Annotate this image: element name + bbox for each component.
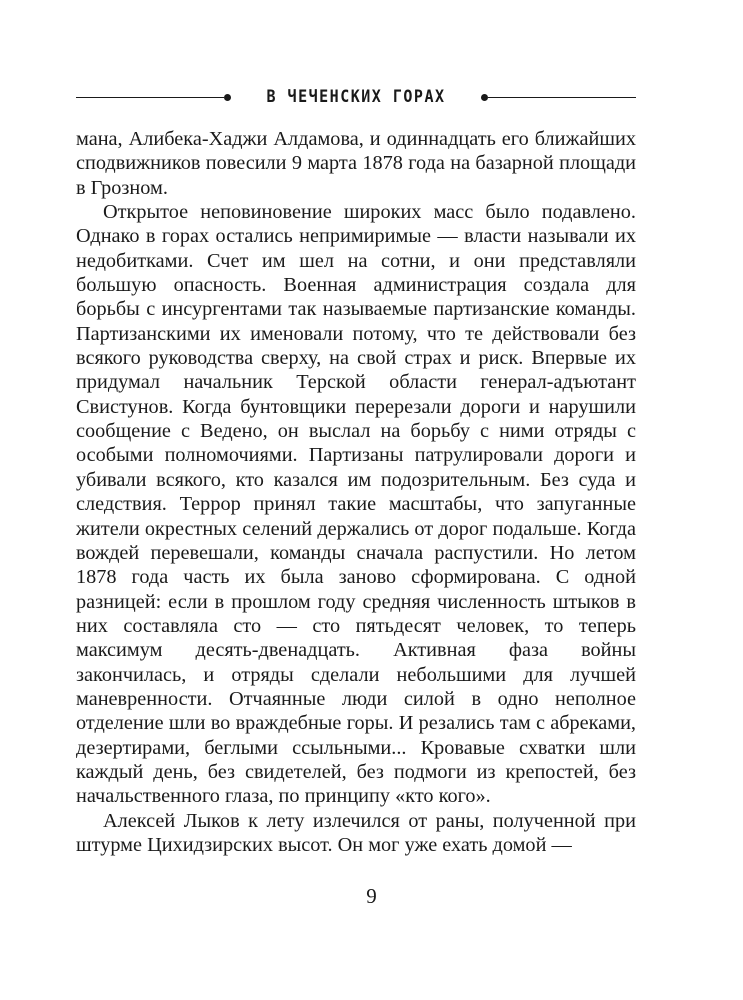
body-text (76, 127, 636, 857)
paragraph: мана, Алибека-Хаджи Алдамова, и одиннадцать его ближайших сподвижников повесили 9 марта 1878 года на базарной площади в Грозном. (76, 128, 636, 199)
header-rule-right (488, 97, 636, 98)
header-bullet-left (224, 94, 231, 101)
paragraph: Алексей Лыков к лету излечился от раны, полученной при штурме Цихидзирских высот. Он мог уже ехать домой — (76, 809, 636, 856)
running-header (76, 86, 636, 110)
running-title: В ЧЕЧЕНСКИХ ГОРАХ (266, 85, 446, 107)
header-rule-left (76, 97, 224, 98)
page-number: 9 (366, 884, 377, 908)
header-bullet-right (481, 94, 488, 101)
paragraph: Открытое неповиновение широких масс было подавлено. Однако в горах остались непримиримые — власти называли их недобитками. Счет им шел на сотни, и они представляли большую опасность. Военная администрация создала для борьбы с инсургентами так называемые партизанские команды. Партизанскими их именовали потому, что те действовали без всякого руководства сверху, на свой страх и риск. Впервые их придумал начальник Терской области генерал-адъютант Свистунов. Когда бунтовщики перерезали дороги и нарушили сообщение с Ведено, он выслал на борьбу с ними отряды с особыми полномочиями. Партизаны патрулировали дороги и убивали всякого, кто казался им подозрительным. Без суда и следствия. Террор принял такие масштабы, что запуганные жители окрестных селений держались от дорог подальше. Когда вождей перевешали, команды сначала распустили. Но летом 1878 года часть их была заново сформирована. С одной разницей: если в прошлом году средняя численность штыков в них составляла сто — сто пятьдесят человек, то теперь максимум десять-двенадцать. Активная фаза войны закончилась, и отряды сделали небольшими для лучшей маневренности. Отчаянные люди силой в одно неполное отделение шли во враждебные горы. И резались там с абреками, дезертирами, беглыми ссыльными... Кровавые схватки шли каждый день, без свидетелей, без подмоги из крепостей, без начальственного глаза, по принципу «кто кого». (76, 201, 636, 808)
